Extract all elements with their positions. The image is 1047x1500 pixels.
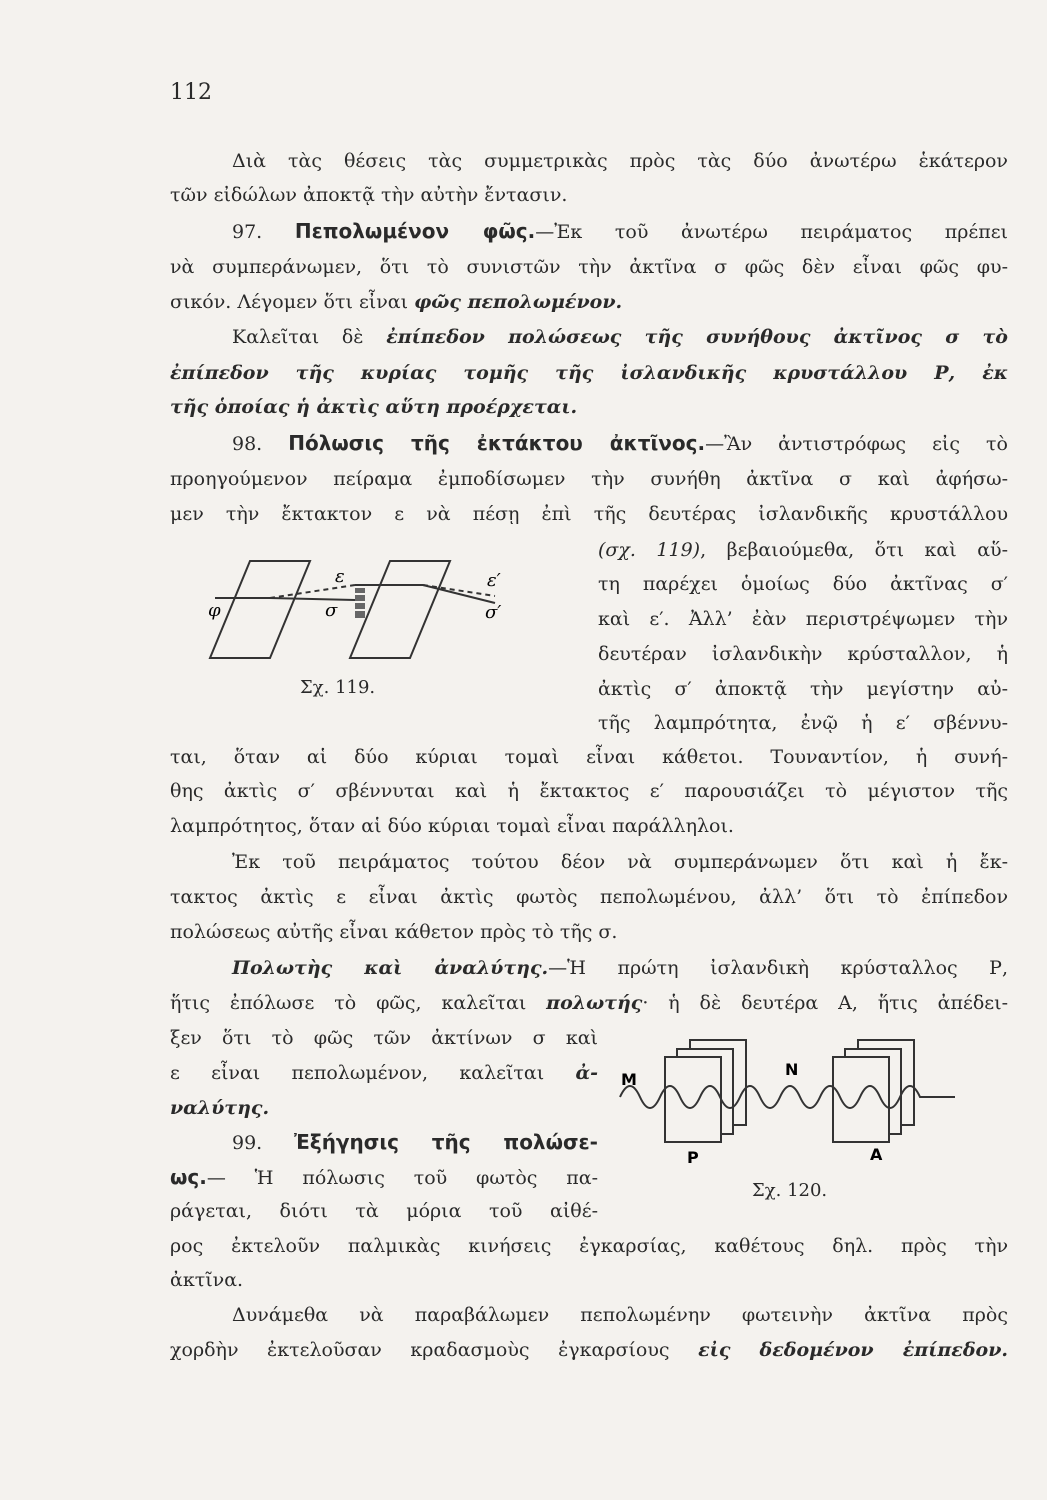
label-m: M [621, 1070, 637, 1089]
text-line [232, 323, 1008, 351]
text-line [170, 1336, 1008, 1364]
label-phi: φ [208, 600, 221, 621]
text-line: ἀκτὶς σ′ ἀποκτᾷ τὴν μεγίστην αὐ- [598, 678, 1008, 700]
emphasis: ναλύτης. [170, 1097, 270, 1119]
text-line: θης ἀκτὶς σ′ σβέννυται καὶ ἡ ἔκτακτος ε′ παρουσιάζει τὸ μέγιστον τῆς [170, 780, 1008, 802]
figure-119-caption: Σχ. 119. [300, 677, 376, 698]
text-line: πολώσεως αὐτῆς εἶναι κάθετον πρὸς τὸ τῆς σ. [170, 921, 618, 943]
page-number: 112 [170, 80, 212, 105]
text-run: Καλεῖται δὲ [232, 326, 387, 348]
text-run: ε εἶναι πεπολωμένον, καλεῖται [170, 1062, 576, 1084]
label-s2: σ′ [485, 602, 502, 623]
text-line [170, 1059, 598, 1087]
section-number: 99. [232, 1132, 295, 1154]
section-heading: Πεπολωμένον φῶς. [294, 219, 536, 243]
text-run: —Ἡ πρώτη ἰσλανδικὴ κρύσταλλος Ρ, [548, 957, 1008, 979]
text-line: μεν τὴν ἔκτακτον ε νὰ πέσῃ ἐπὶ τῆς δευτέρας ἰσλανδικῆς κρυστάλλου [170, 503, 1008, 525]
text-line: Ἐκ τοῦ πειράματος τούτου δέον νὰ συμπεράνωμεν ὅτι καὶ ἡ ἔκ- [232, 851, 1008, 873]
section-98-line [232, 429, 1008, 458]
emphasis: εἰς δεδομένον ἐπίπεδον. [698, 1339, 1009, 1361]
emphasis: τῆς ὁποίας ἡ ἀκτὶς αὕτη προέρχεται. [170, 396, 578, 418]
crystal-p [210, 561, 310, 658]
text-run: —Ἂν ἀντιστρόφως εἰς τὸ [705, 433, 1008, 455]
emphasis: ἐπίπεδον τῆς κυρίας τομῆς τῆς ἰσλανδικῆς κρυστάλλου Ρ, ἐκ [170, 362, 1008, 384]
emphasis: φῶς πεπολωμένον. [414, 291, 623, 313]
text-line: ξεν ὅτι τὸ φῶς τῶν ἀκτίνων σ καὶ [170, 1027, 598, 1049]
section-heading: Πόλωσις τῆς ἐκτάκτου ἀκτῖνος. [288, 431, 706, 455]
label-p: P [687, 1148, 699, 1165]
section-heading: Ἐξήγησις τῆς πολώσε- [294, 1130, 598, 1154]
emphasis: ἐπίπεδον πολώσεως τῆς συνήθους ἀκτῖνος σ τὸ [386, 326, 1008, 348]
emphasis: πολωτής [546, 992, 643, 1014]
text-line: τακτος ἀκτὶς ε εἶναι ἀκτὶς φωτὸς πεπολωμένου, ἀλλ’ ὅτι τὸ ἐπίπεδον [170, 886, 1008, 908]
frame-p-front [665, 1057, 721, 1142]
emphasis: ἀ- [575, 1062, 598, 1084]
text-line: δευτέραν ἰσλανδικὴν κρύσταλλον, ἡ [598, 643, 1008, 665]
figure-120-diagram [615, 1035, 975, 1165]
text-line: τῆς λαμπρότητα, ἐνῷ ἡ ε′ σβέννυ- [598, 712, 1008, 734]
text-line: προηγούμενον πείραμα ἐμποδίσωμεν τὴν συνήθη ἀκτῖνα σ καὶ ἀφήσω- [170, 468, 1008, 490]
text-line: ρος ἐκτελοῦν παλμικὰς κινήσεις ἐγκαρσίας, καθέτους δηλ. πρὸς τὴν [170, 1235, 1008, 1257]
label-s1: σ [325, 600, 338, 621]
text-line: νὰ συμπεράνωμεν, ὅτι τὸ συνιστῶν τὴν ἀκτῖνα σ φῶς δὲν εἶναι φῶς φυ- [170, 256, 1008, 278]
text-line [170, 288, 1008, 316]
text-line [598, 536, 1008, 564]
section-number: 97. [232, 221, 295, 243]
text-run: · ἡ δὲ δευτέρα Α, ἥτις ἀπέδει- [642, 992, 1008, 1014]
text-line: Δυνάμεθα νὰ παραβάλωμεν πεπολωμένην φωτεινὴν ἀκτῖνα πρὸς [232, 1304, 1008, 1326]
section-97-line [232, 217, 1008, 246]
text-run: χορδὴν ἐκτελοῦσαν κραδασμοὺς ἐγκαρσίους [170, 1339, 699, 1361]
text-line: λαμπρότητος, ὅταν αἱ δύο κύριαι τομαὶ εἶναι παράλληλοι. [170, 815, 734, 837]
subsection-heading: Πολωτὴς καὶ ἀναλύτης. [232, 957, 549, 979]
figure-120-caption: Σχ. 120. [752, 1180, 828, 1201]
section-99-line [232, 1128, 598, 1157]
text-run: σικόν. Λέγομεν ὅτι εἶναι [170, 291, 415, 313]
section-heading: ως. [170, 1165, 207, 1189]
section-number: 98. [232, 433, 289, 455]
text-run: —Ἐκ τοῦ ἀνωτέρω πειράματος πρέπει [535, 221, 1008, 243]
text-line: τη παρέχει ὁμοίως δύο ἀκτῖνας σ′ [598, 573, 1008, 595]
text-run: , βεβαιούμεθα, ὅτι καὶ αὕ- [700, 539, 1008, 561]
text-line: ται, ὅταν αἱ δύο κύριαι τομαὶ εἶναι κάθετοι. Τουναντίον, ἡ συνή- [170, 746, 1008, 768]
text-line [170, 1094, 598, 1122]
text-line: τῶν εἰδώλων ἀποκτᾷ τὴν αὐτὴν ἔντασιν. [170, 184, 568, 206]
text-line [170, 989, 1008, 1017]
figure-119-diagram [195, 558, 535, 668]
text-run: — Ἡ πόλωσις τοῦ φωτὸς πα- [206, 1167, 598, 1189]
label-a: A [870, 1145, 883, 1164]
text-line [170, 359, 1008, 387]
text-line [170, 393, 1008, 421]
figure-reference: (σχ. 119) [598, 539, 701, 561]
text-line [232, 954, 1008, 982]
text-line: Διὰ τὰς θέσεις τὰς συμμετρικὰς πρὸς τὰς δύο ἀνωτέρω ἑκάτερον [232, 150, 1008, 172]
text-line: καὶ ε′. Ἀλλ’ ἐὰν περιστρέψωμεν τὴν [598, 608, 1008, 630]
text-line [170, 1163, 598, 1192]
label-n: N [785, 1060, 799, 1079]
text-run: ἥτις ἐπόλωσε τὸ φῶς, καλεῖται [170, 992, 547, 1014]
text-line: ἀκτῖνα. [170, 1269, 244, 1291]
label-e2: ε′ [487, 570, 501, 591]
ray-s [270, 598, 355, 600]
label-e1: ε [335, 566, 345, 587]
text-line: ράγεται, διότι τὰ μόρια τοῦ αἰθέ- [170, 1200, 598, 1222]
